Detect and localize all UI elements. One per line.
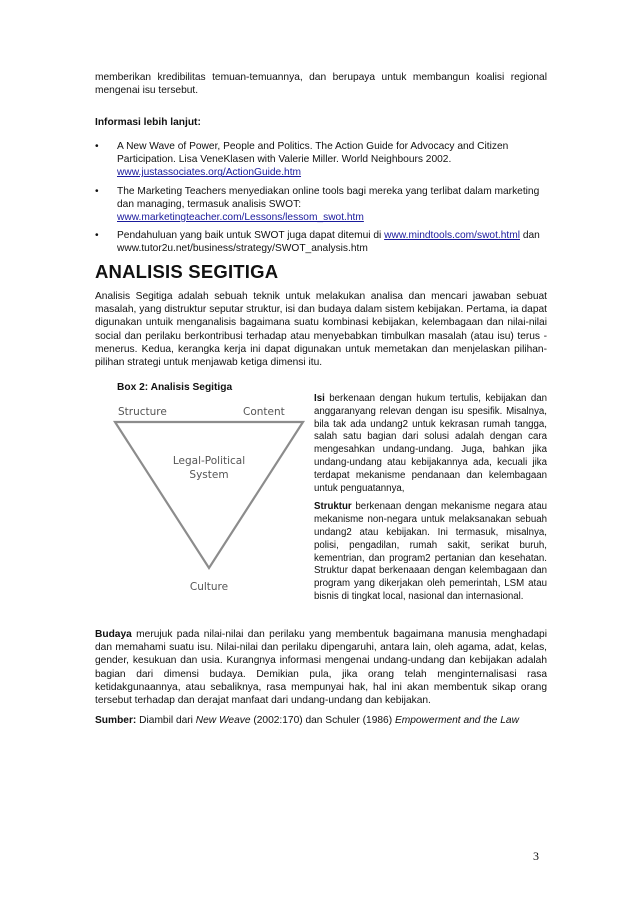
- budaya-text: merujuk pada nilai-nilai dan perilaku yang membentuk bagaimana manusia menghadapi dan memahami suatu isu. Nilai-nilai dan perilaku dipengaruhi, antara lain, oleh agama, adat, kelas, gender, kesukuan dan usia. Kurangnya informasi mengenai undang-undang dan kebijakan adalah bagian dari dimensi budaya. Demikian pula, jika orang telah menginternalisasi rasa ketidakgunaannya, atau sebaliknya, rasa mempunyai hak, hal ini akan membentuk sikap orang tersebut terhadap dan derajat manfaat dari undang-undang dan kebijakan.: [95, 629, 547, 707]
- struktur-term: Struktur: [314, 501, 352, 513]
- struktur-text: berkenaan dengan mekanisme negara atau mekanisme non-negara untuk melaksanakan sebuah undang2 atau kebijakan. Ini termasuk, misalnya, polisi, pengadilan, rumah sakit, serikat buruh, kementrian, dan program2 pertanian dan kesehatan. Struktur dapat berkenaaan dengan kelembagaan dan program yang dikerjakan oleh pemerintah, LSM atau bisnis di tingkat local, nasional dan internasional.: [314, 501, 547, 602]
- center-label-line1: Legal-Political: [172, 455, 246, 467]
- structure-label: Structure: [118, 406, 167, 418]
- center-label-line2: System: [189, 469, 229, 481]
- budaya-term: Budaya: [95, 629, 132, 640]
- bullet: •: [95, 141, 99, 152]
- bullet: •: [95, 185, 99, 197]
- section-intro-paragraph: Analisis Segitiga adalah sebuah teknik untuk melakukan analisa dan mencari jawaban sebuat masalah, yang distruktur seputar struktur, isi dan budaya dalam sistem kebijakan. Pertama, ia dapat digunakan untuik menganalisis bagaimana suatu kombinasi kebijakan, kelembagaan dan nilai-nilai social dan perilaku berkontribusi terhadap atau menyebabkan timbulkan masalah (atau isu) terus - menerus. Kedua, kerangka kerja ini dapat digunakan untuk memetakan dan menjelaskan pilihan-pilihan strategi untuk menjawab ketiga dimensi itu.: [95, 291, 547, 369]
- bullet: •: [95, 230, 99, 242]
- box-title: Box 2: Analisis Segitiga: [117, 382, 233, 393]
- isi-text: berkenaan dengan hukum tertulis, kebijakan dan anggaranyang relevan dengan isu spesifik. Misalnya, bila tak ada undang2 untuk kekrasan rumah tangga, salah satu bagian dari solusi adalah dengan cara mengesahkan undang-undang. Juga, bahkan jika undang-undang atau kebijakannya ada, kecuali jika terdapat mekanisme pendanaan dan kelembagaan untuk penguatannya,: [314, 393, 547, 494]
- info-item-text: The Marketing Teachers menyediakan online tools bagi mereka yang terlibat dalam marketing dan managing, termasuk analisis SWOT:: [117, 185, 540, 210]
- section-title: ANALISIS SEGITIGA: [95, 261, 279, 282]
- info-item: [95, 185, 550, 225]
- info-list: [95, 140, 550, 261]
- page-number: 3: [533, 849, 539, 863]
- source-work1: New Weave: [195, 715, 251, 726]
- source-label: Sumber:: [95, 715, 137, 726]
- isi-paragraph: [314, 393, 547, 495]
- content-label: Content: [243, 406, 285, 418]
- source-pre: Diambil dari: [136, 715, 196, 726]
- source-mid: (2002:170) dan Schuler (1986): [250, 715, 395, 726]
- culture-label: Culture: [189, 581, 229, 593]
- info-item: [95, 229, 550, 255]
- info-heading: Informasi lebih lanjut:: [95, 117, 201, 128]
- box-text: [314, 393, 547, 604]
- source-line: [95, 714, 547, 727]
- triangle-shape: [115, 422, 303, 568]
- struktur-paragraph: [314, 501, 547, 603]
- info-item-link[interactable]: www.marketingteacher.com/Lessons/lessom_swot.htm: [117, 212, 364, 224]
- info-item-text: A New Wave of Power, People and Politics. The Action Guide for Advocacy and Citizen Participation. Lisa VeneKlasen with Valerie Miller. World Neighbours 2002.: [117, 141, 509, 166]
- budaya-paragraph: [95, 628, 547, 707]
- info-item-link[interactable]: www.mindtools.com/swot.html: [384, 230, 520, 242]
- info-item-text: Pendahuluan yang baik untuk SWOT juga dapat ditemui di: [117, 230, 385, 242]
- isi-term: Isi: [314, 393, 325, 404]
- intro-paragraph: memberikan kredibilitas temuan-temuannya, dan berupaya untuk membangun koalisi regional mengenai isu tersebut.: [95, 72, 547, 97]
- triangle-diagram: [112, 400, 308, 600]
- source-work2: Empowerment and the Law: [394, 715, 519, 726]
- info-item: [95, 140, 550, 180]
- info-item-link[interactable]: www.justassociates.org/ActionGuide.htm: [117, 167, 302, 179]
- info-item-tail: dan www.tutor2u.net/business/strategy/SWOT_analysis.htm: [117, 230, 540, 255]
